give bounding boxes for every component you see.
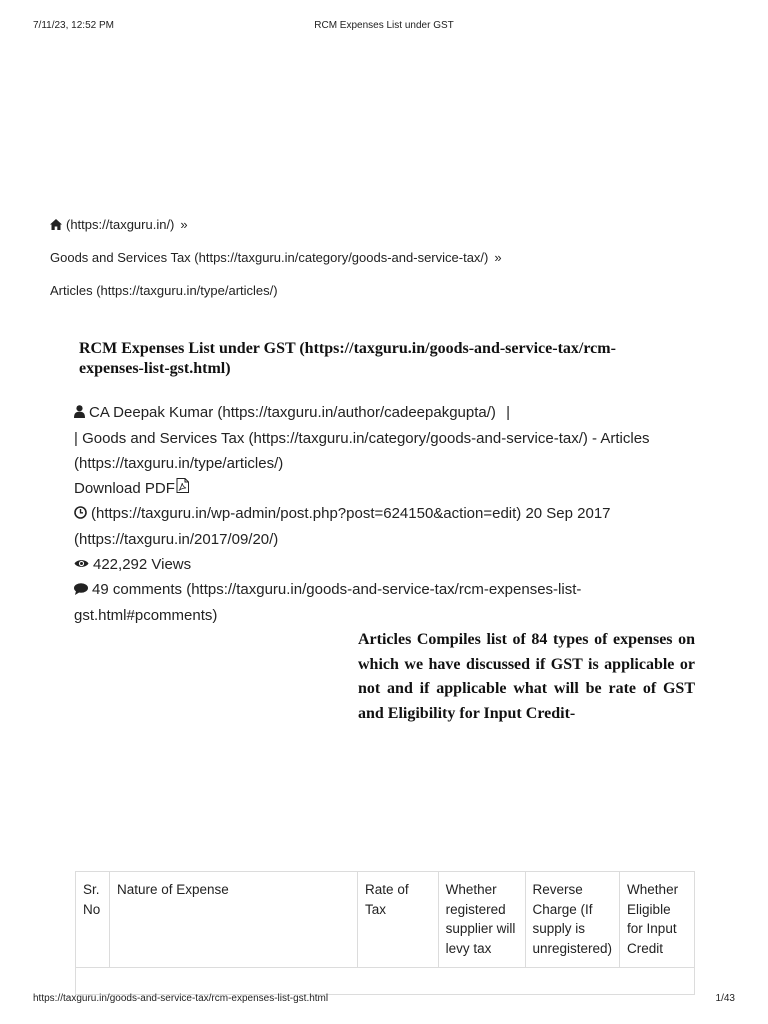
article-meta [74,400,694,628]
views-row [74,552,694,578]
table-cell [76,968,695,995]
table-row [76,968,695,995]
breadcrumb-separator: » [180,217,188,232]
views-count: 422,292 Views [93,555,192,573]
download-pdf-link[interactable]: Download PDF [74,479,175,497]
author-row [74,400,694,426]
comment-icon [74,578,88,603]
edit-row [74,501,694,527]
print-page-number: 1/43 [715,993,735,1004]
home-icon[interactable] [50,218,62,233]
page-title[interactable]: RCM Expenses List under GST (https://taxguru.in/goods-and-service-tax/rcm-expenses-list-gst.html) [79,340,616,377]
col-reverse-charge: Reverse Charge (If supply is unregistered) [525,872,620,968]
clock-icon [74,502,87,527]
date-link[interactable]: (https://taxguru.in/2017/09/20/) [74,530,279,548]
print-datetime: 7/11/23, 12:52 PM [33,20,114,31]
col-sr-no: Sr. No [76,872,110,968]
expenses-table [75,871,695,995]
print-url: https://taxguru.in/goods-and-service-tax/rcm-expenses-list-gst.html [33,993,329,1004]
home-link[interactable]: (https://taxguru.in/) [66,217,175,232]
comments-link[interactable]: 49 comments (https://taxguru.in/goods-and-service-tax/rcm-expenses-list- [92,581,582,599]
table-header-row [76,872,695,968]
breadcrumb-category [50,250,502,265]
comments-row [74,577,694,603]
print-doc-title: RCM Expenses List under GST [314,20,454,31]
breadcrumb-articles [50,283,278,298]
articles-link[interactable]: Articles (https://taxguru.in/type/articles/) [50,283,278,298]
edit-link[interactable]: (https://taxguru.in/wp-admin/post.php?post=624150&action=edit) 20 Sep 2017 [91,505,611,523]
col-nature-of-expense: Nature of Expense [109,872,357,968]
col-registered-supplier: Whether registered supplier will levy tax [438,872,525,968]
eye-icon [74,552,89,577]
intro-text: Articles Compiles list of 84 types of expenses on which we have discussed if GST is applicable or not and if applicable what will be rate of GST and Eligibility for Input Credit- [358,631,695,722]
comments-link-2[interactable]: gst.html#pcomments) [74,606,218,624]
col-rate-of-tax: Rate of Tax [358,872,439,968]
col-input-credit: Whether Eligible for Input Credit [620,872,695,968]
user-icon [74,401,85,426]
pdf-file-icon[interactable] [176,476,189,501]
category-line-2[interactable]: (https://taxguru.in/type/articles/) [74,454,284,472]
breadcrumb-home [50,217,188,233]
category-link[interactable]: Goods and Services Tax (https://taxguru.in/category/goods-and-service-tax/) [50,250,489,265]
author-separator: | [506,404,510,421]
author-link[interactable]: CA Deepak Kumar (https://taxguru.in/author/cadeepakgupta/) [89,404,496,421]
category-line[interactable]: | Goods and Services Tax (https://taxguru.in/category/goods-and-service-tax/) - Articles [74,429,650,447]
breadcrumb-separator: » [494,250,502,265]
download-row [74,476,694,502]
